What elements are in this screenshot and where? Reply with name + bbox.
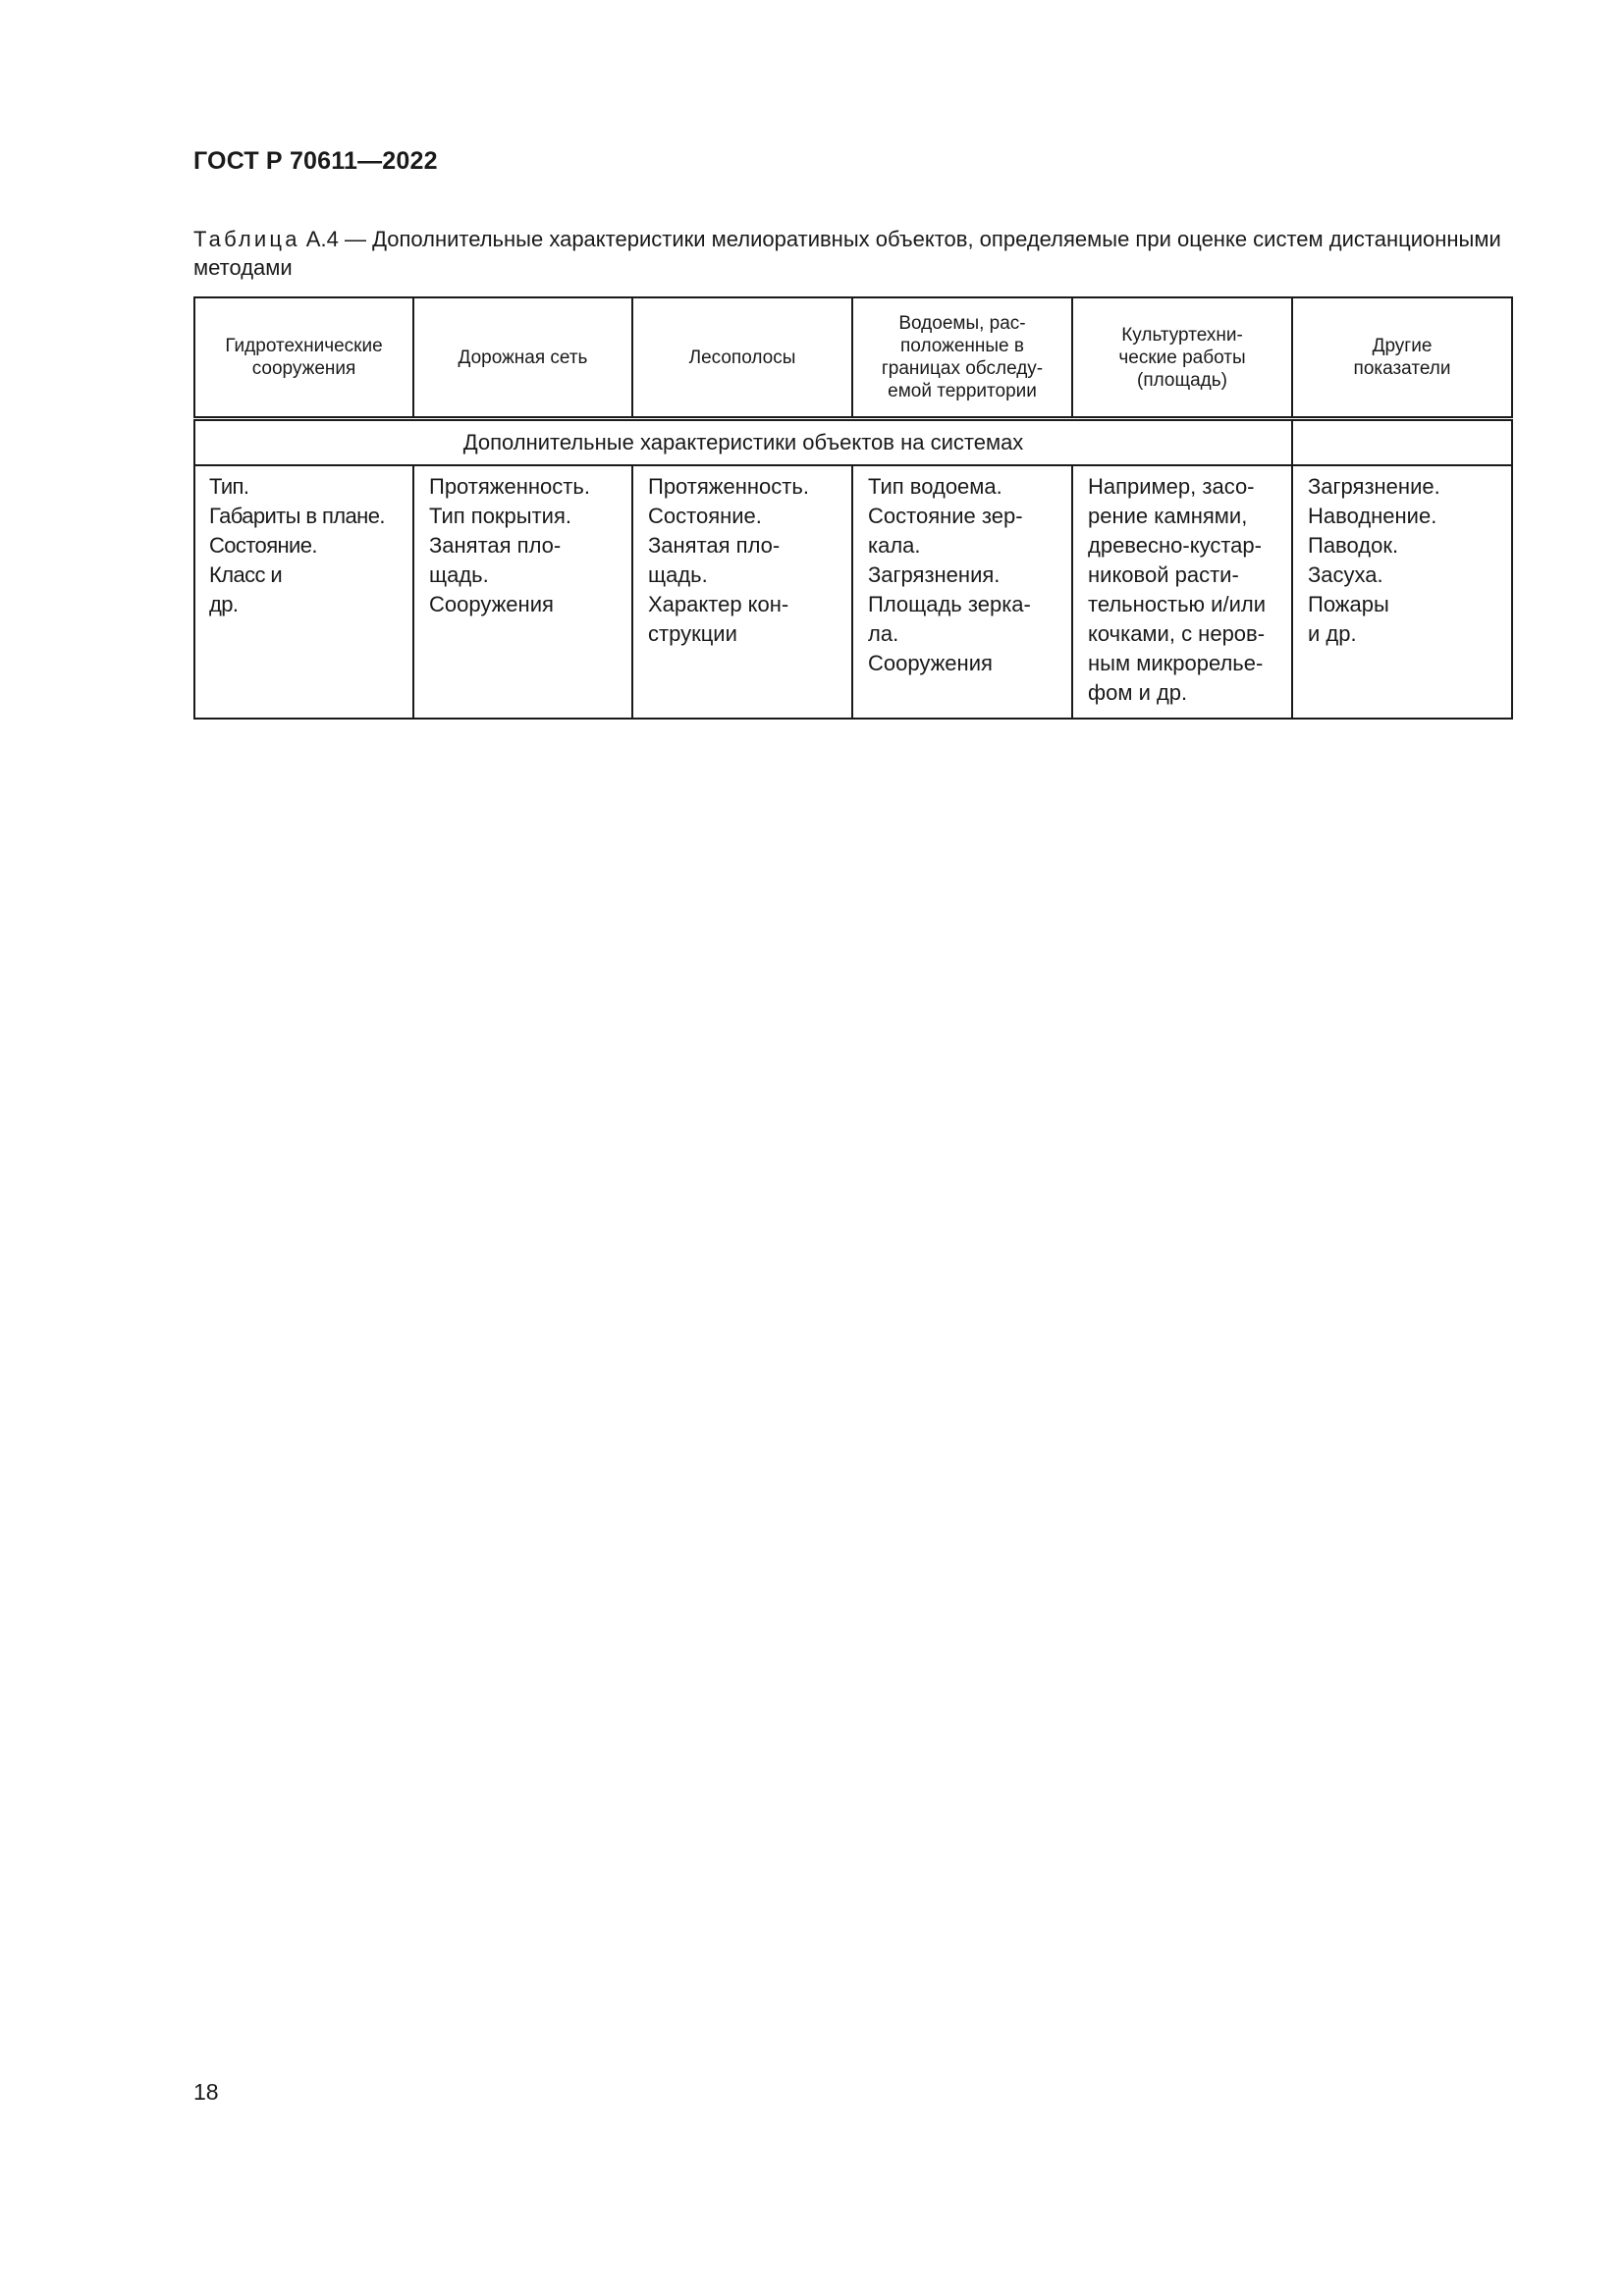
table-header-cell: Другие показатели <box>1292 297 1512 419</box>
table-subheader: Дополнительные характеристики объектов на системах <box>194 419 1292 466</box>
document-header: ГОСТ Р 70611—2022 <box>193 147 438 175</box>
table-cell: Тип водоема. Состояние зер- кала. Загрязнения. Площадь зерка- ла. Сооружения <box>852 465 1072 719</box>
table-header-row <box>194 297 1512 419</box>
table-cell: Тип. Габариты в плане. Состояние. Класс и др. <box>194 465 413 719</box>
table-caption-text: — Дополнительные характеристики мелиоративных объектов, определяемые при оценке систем дистанционными методами <box>193 227 1501 280</box>
table-header-cell: Дорожная сеть <box>413 297 632 419</box>
table-header-cell: Культуртехни- ческие работы (площадь) <box>1072 297 1292 419</box>
table-header-cell: Лесополосы <box>632 297 852 419</box>
table-caption <box>193 225 1509 282</box>
table-row <box>194 465 1512 719</box>
table-caption-number: А.4 <box>305 227 339 251</box>
table-cell: Загрязнение. Наводнение. Паводок. Засуха. Пожары и др. <box>1292 465 1512 719</box>
table-cell: Протяженность. Состояние. Занятая пло- щадь. Характер кон- струкции <box>632 465 852 719</box>
table-caption-label: Таблица <box>193 227 300 251</box>
characteristics-table <box>193 296 1513 720</box>
table-cell: Например, засо- рение камнями, древесно-кустар- никовой расти- тельностью и/или кочками, с неров- ным микрорелье- фом и др. <box>1072 465 1292 719</box>
table-subheader-empty <box>1292 419 1512 466</box>
table-cell: Протяженность. Тип покрытия. Занятая пло- щадь. Сооружения <box>413 465 632 719</box>
table-subheader-row <box>194 419 1512 466</box>
table-header-cell: Гидротехнические сооружения <box>194 297 413 419</box>
page-number: 18 <box>193 2079 219 2105</box>
table-header-cell: Водоемы, рас- положенные в границах обследу- емой территории <box>852 297 1072 419</box>
